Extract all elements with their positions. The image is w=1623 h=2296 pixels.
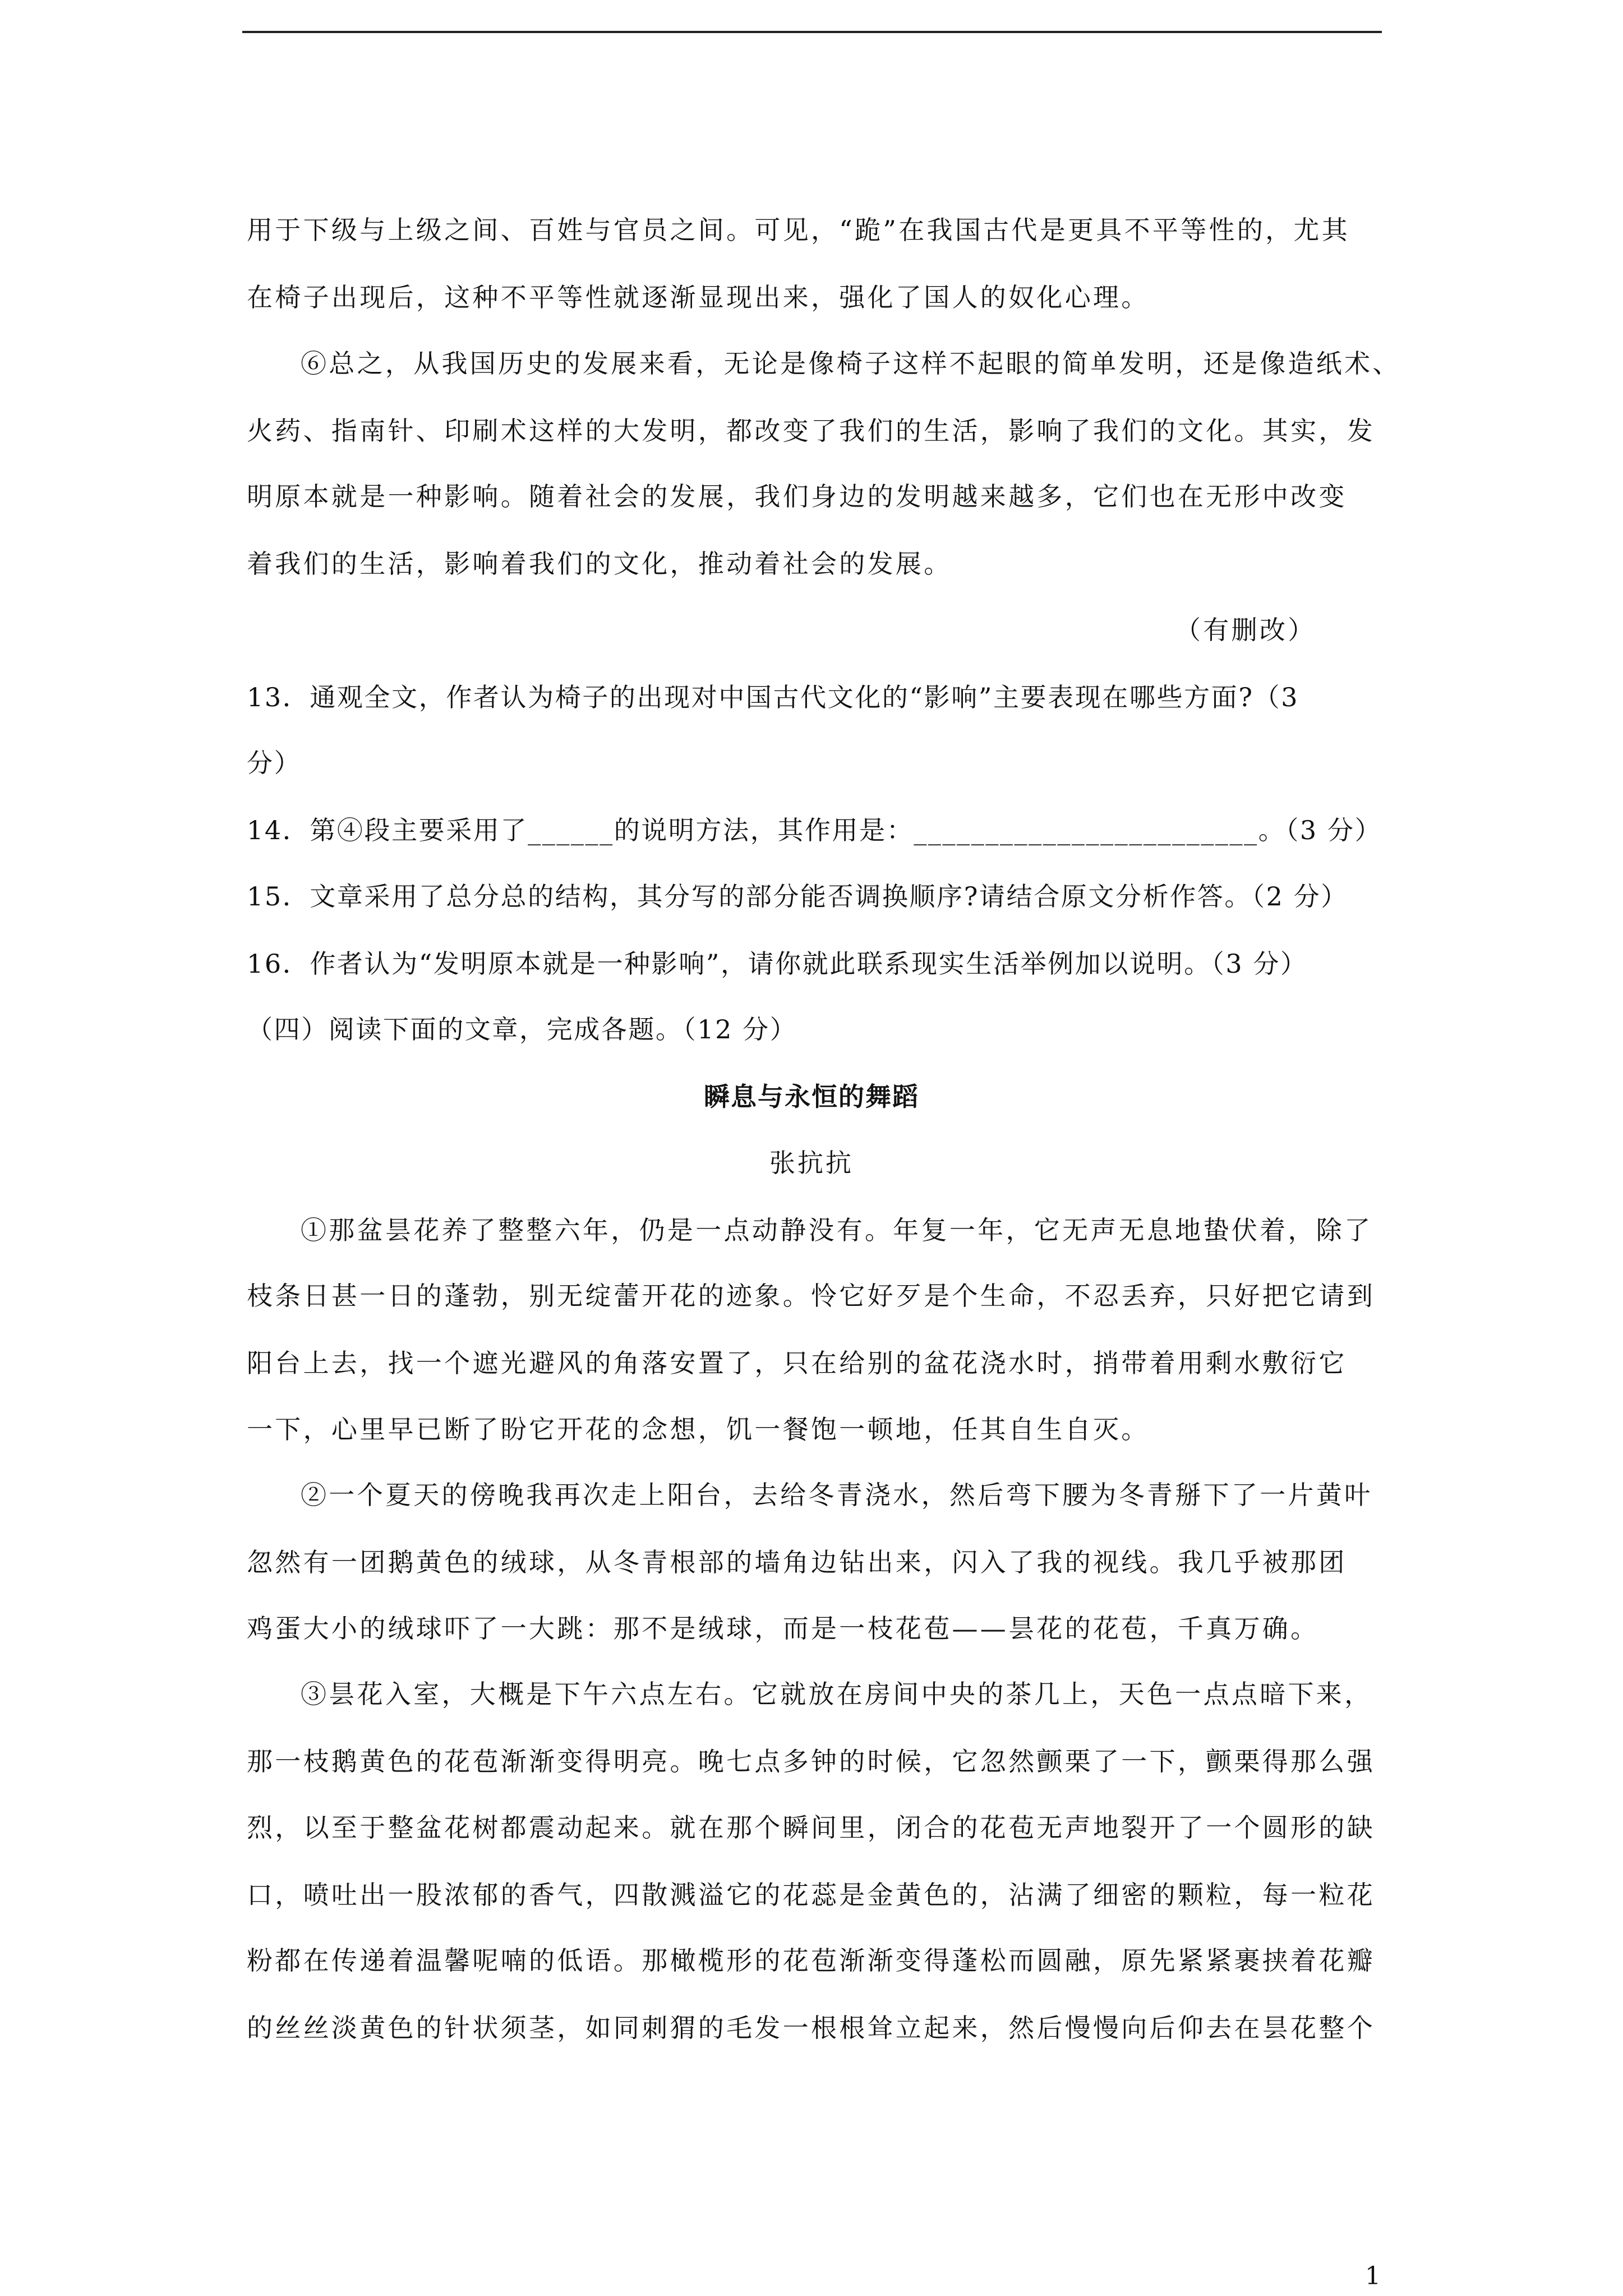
- question-13-continued: 分）: [247, 748, 302, 778]
- header-rule: [242, 31, 1382, 33]
- paragraph-line: 用于下级与上级之间、百姓与官员之间。可见，“跪”在我国古代是更具不平等性的，尤其: [247, 215, 1350, 245]
- paragraph-line: 鸡蛋大小的绒球吓了一大跳：那不是绒球，而是一枝花苞——昙花的花苞，千真万确。: [247, 1613, 1319, 1644]
- paragraph-line: ②一个夏天的傍晚我再次走上阳台，去给冬青浇水，然后弯下腰为冬青掰下了一片黄叶: [301, 1480, 1373, 1510]
- paragraph-line: 那一枝鹅黄色的花苞渐渐变得明亮。晚七点多钟的时候，它忽然颤栗了一下，颤栗得那么强: [247, 1746, 1375, 1777]
- paragraph-line: 口，喷吐出一股浓郁的香气，四散溅溢它的花蕊是金黄色的，沾满了细密的颗粒，每一粒花: [247, 1880, 1375, 1910]
- article-author: 张抗抗: [769, 1148, 854, 1178]
- paragraph-line: 忽然有一团鹅黄色的绒球，从冬青根部的墙角边钻出来，闪入了我的视线。我几乎被那团: [247, 1547, 1347, 1577]
- paragraph-line: 一下，心里早已断了盼它开花的念想，饥一餐饱一顿地，任其自生自灭。: [247, 1414, 1150, 1444]
- paragraph-line: 阳台上去，找一个遮光避风的角落安置了，只在给别的盆花浇水时，捎带着用剩水敷衍它: [247, 1348, 1347, 1378]
- paragraph-line: ①那盆昙花养了整整六年，仍是一点动静没有。年复一年，它无声无息地蛰伏着，除了: [301, 1215, 1373, 1245]
- paragraph-line: 烈，以至于整盆花树都震动起来。就在那个瞬间里，闭合的花苞无声地裂开了一个圆形的缺: [247, 1812, 1375, 1843]
- paragraph-line: ③昙花入室，大概是下午六点左右。它就放在房间中央的茶几上，天色一点点暗下来，: [301, 1679, 1373, 1709]
- paragraph-line: 明原本就是一种影响。随着社会的发展，我们身边的发明越来越多，它们也在无形中改变: [247, 481, 1347, 512]
- paragraph-line: 在椅子出现后，这种不平等性就逐渐显现出来，强化了国人的奴化心理。: [247, 282, 1150, 312]
- question-14: 14．第④段主要采用了______的说明方法，其作用是：________________________。（3 分）: [247, 815, 1382, 845]
- paragraph-line: ⑥总之，从我国历史的发展来看，无论是像椅子这样不起眼的简单发明，还是像造纸术、: [301, 348, 1401, 379]
- paragraph-line: 火药、指南针、印刷术这样的大发明，都改变了我们的生活，影响了我们的文化。其实，发: [247, 416, 1375, 446]
- question-16: 16．作者认为“发明原本就是一种影响”，请你就此联系现实生活举例加以说明。（3 分）: [247, 949, 1308, 979]
- question-15: 15．文章采用了总分总的结构，其分写的部分能否调换顺序?请结合原文分析作答。（2 分）: [247, 881, 1348, 912]
- question-13: 13．通观全文，作者认为椅子的出现对中国古代文化的“影响”主要表现在哪些方面?（3: [247, 682, 1299, 712]
- paragraph-line: 粉都在传递着温馨呢喃的低语。那橄榄形的花苞渐渐变得蓬松而圆融，原先紧紧裹挟着花瓣: [247, 1945, 1375, 1976]
- page-number: 1: [1365, 2262, 1381, 2290]
- paragraph-line: 的丝丝淡黄色的针状须茎，如同刺猬的毛发一根根耸立起来，然后慢慢向后仰去在昙花整个: [247, 2013, 1375, 2043]
- source-note: （有删改）: [1175, 615, 1316, 645]
- paragraph-line: 枝条日甚一日的蓬勃，别无绽蕾开花的迹象。怜它好歹是个生命，不忍丢弃，只好把它请到: [247, 1281, 1375, 1311]
- article-title: 瞬息与永恒的舞蹈: [704, 1082, 919, 1112]
- paragraph-line: 着我们的生活，影响着我们的文化，推动着社会的发展。: [247, 549, 952, 579]
- section-four-heading: （四）阅读下面的文章，完成各题。（12 分）: [247, 1014, 797, 1045]
